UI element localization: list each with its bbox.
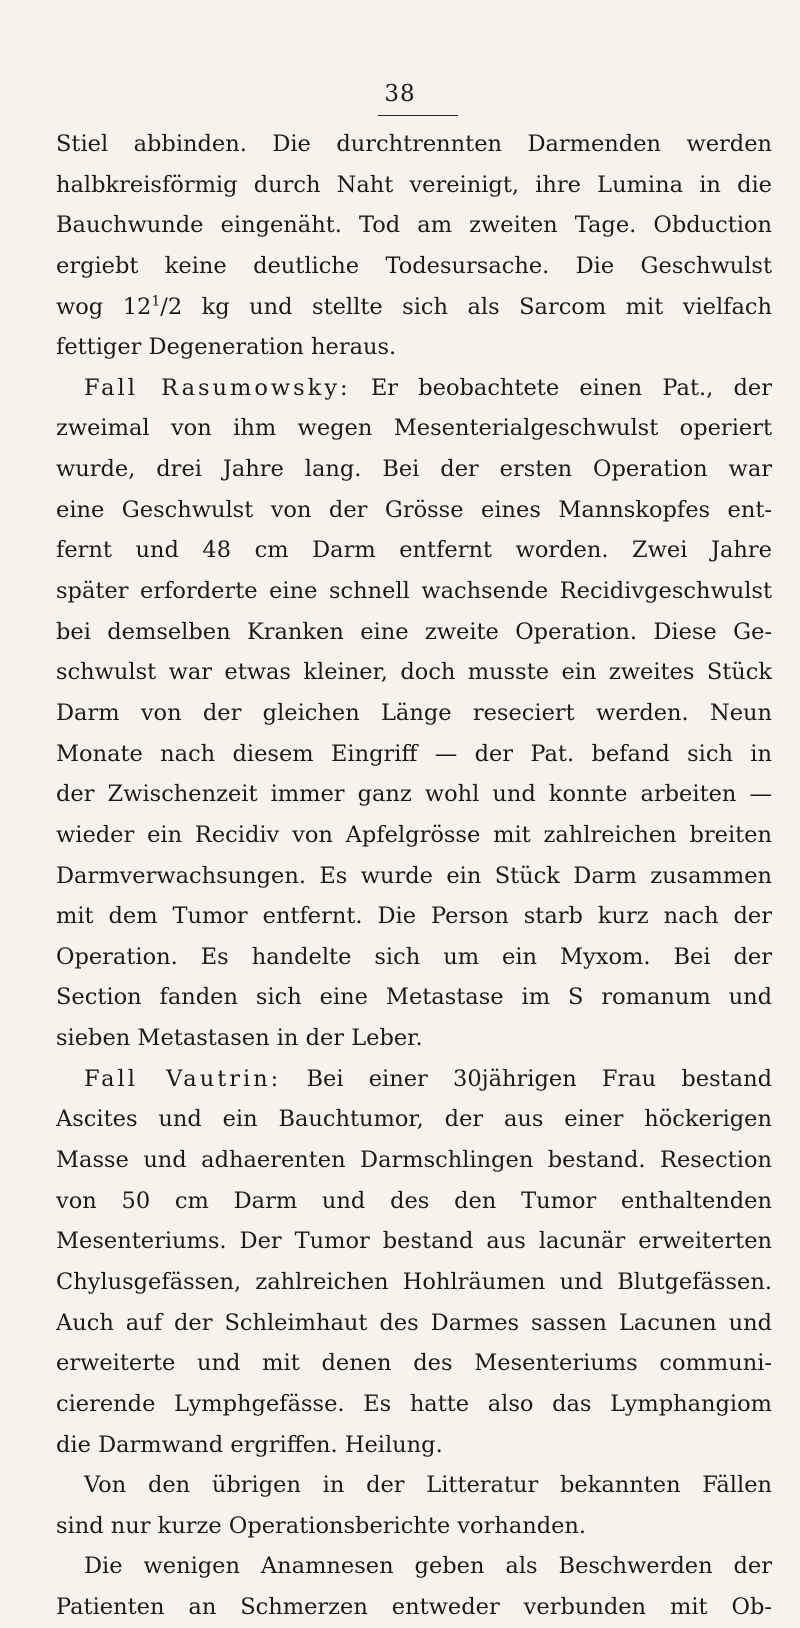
line-text: später erforderte eine schnell wachsende Recidivgeschwulst	[56, 578, 772, 605]
line-text: Mesenteriums. Der Tumor bestand aus lacunär erweiterten	[56, 1228, 772, 1255]
text-line	[56, 287, 772, 328]
line-text: Stiel abbinden. Die durchtrennten Darmenden werden	[56, 131, 772, 157]
line-text: Ascites und ein Bauchtumor, der aus einer höckerigen	[56, 1106, 772, 1133]
line-text: Er beobachtete einen Pat., der	[350, 374, 772, 401]
text-line	[56, 1587, 772, 1628]
text-line	[56, 937, 772, 978]
body-text	[56, 124, 772, 1628]
text-line	[56, 1343, 772, 1384]
text-line	[56, 1465, 772, 1506]
line-text: Chylusgefässen, zahlreichen Hohlräumen und Blutgefässen.	[56, 1268, 772, 1295]
text-line	[56, 246, 772, 287]
line-text: Bei einer 30jährigen Frau bestand	[281, 1065, 772, 1092]
text-line	[56, 1018, 772, 1059]
text-line	[56, 408, 772, 449]
line-text: sieben Metastasen in der Leber.	[56, 1025, 423, 1052]
case-heading: Fall Vautrin:	[84, 1065, 282, 1092]
text-line	[56, 856, 772, 897]
text-line	[56, 1099, 772, 1140]
text-line	[56, 652, 772, 693]
line-text: fettiger Degeneration heraus.	[56, 334, 397, 361]
fraction-numerator: 1	[151, 293, 161, 310]
text-line	[56, 1425, 772, 1466]
line-text: ergiebt keine deutliche Todesursache. Die Geschwulst	[56, 252, 772, 279]
text-line	[56, 327, 772, 368]
line-text: bei demselben Kranken eine zweite Operation. Diese Ge-	[56, 618, 772, 645]
text-line	[56, 124, 772, 165]
line-text: die Darmwand ergriffen. Heilung.	[56, 1431, 443, 1458]
line-text: zweimal von ihm wegen Mesenterialgeschwulst operiert	[56, 415, 772, 442]
page-number-rule	[378, 115, 458, 116]
line-text: /2 kg und stellte sich als Sarcom mit vielfach	[160, 293, 772, 320]
text-line	[56, 1506, 772, 1547]
text-line	[56, 1140, 772, 1181]
text-line	[56, 1546, 772, 1587]
line-text: mit dem Tumor entfernt. Die Person starb kurz nach der	[56, 903, 772, 930]
text-line	[56, 815, 772, 856]
text-line	[56, 165, 772, 206]
text-line	[56, 530, 772, 571]
text-line	[56, 896, 772, 937]
line-text: wieder ein Recidiv von Apfelgrösse mit zahlreichen breiten	[56, 821, 772, 848]
line-text: Von den übrigen in der Litteratur bekannten Fällen	[84, 1472, 772, 1499]
text-line	[56, 571, 772, 612]
line-text: eine Geschwulst von der Grösse eines Mannskopfes ent-	[56, 496, 772, 523]
line-text: Operation. Es handelte sich um ein Myxom. Bei der	[56, 943, 772, 970]
line-text: wog 12	[56, 293, 152, 320]
line-text: cierende Lymphgefässe. Es hatte also das Lymphangiom	[56, 1390, 772, 1417]
line-text: Section fanden sich eine Metastase im S romanum und	[56, 984, 772, 1011]
line-text: Darmverwachsungen. Es wurde ein Stück Darm zusammen	[56, 862, 772, 889]
line-text: Masse und adhaerenten Darmschlingen bestand. Resection	[56, 1147, 772, 1174]
line-text: Bauchwunde eingenäht. Tod am zweiten Tage. Obduction	[56, 212, 772, 239]
text-line	[56, 368, 772, 409]
text-line	[56, 1181, 772, 1222]
line-text: fernt und 48 cm Darm entfernt worden. Zwei Jahre	[56, 537, 772, 564]
text-line	[56, 1384, 772, 1425]
text-line	[56, 977, 772, 1018]
text-line	[56, 205, 772, 246]
text-line	[56, 490, 772, 531]
text-line	[56, 1059, 772, 1100]
line-text: erweiterte und mit denen des Mesenteriums communi-	[56, 1350, 772, 1377]
line-text: halbkreisförmig durch Naht vereinigt, ihre Lumina in die	[56, 171, 772, 198]
line-text: wurde, drei Jahre lang. Bei der ersten Operation war	[56, 456, 772, 483]
text-line	[56, 449, 772, 490]
line-text: Patienten an Schmerzen entweder verbunden mit Ob-	[56, 1594, 772, 1621]
line-text: Darm von der gleichen Länge reseciert werden. Neun	[56, 699, 772, 726]
line-text: Monate nach diesem Eingriff — der Pat. befand sich in	[56, 740, 772, 767]
text-line	[56, 774, 772, 815]
text-line	[56, 1221, 772, 1262]
case-heading: Fall Rasumowsky:	[84, 374, 351, 401]
page-number: 38	[384, 81, 416, 107]
line-text: von 50 cm Darm und des den Tumor enthaltenden	[56, 1187, 772, 1214]
text-line	[56, 1262, 772, 1303]
line-text: sind nur kurze Operationsberichte vorhanden.	[56, 1512, 587, 1539]
text-line	[56, 693, 772, 734]
text-line	[56, 734, 772, 775]
line-text: schwulst war etwas kleiner, doch musste ein zweites Stück	[56, 659, 772, 686]
text-line	[56, 1303, 772, 1344]
text-line	[56, 612, 772, 653]
line-text: Auch auf der Schleimhaut des Darmes sassen Lacunen und	[56, 1309, 772, 1336]
line-text: der Zwischenzeit immer ganz wohl und konnte arbeiten —	[56, 781, 772, 808]
line-text: Die wenigen Anamnesen geben als Beschwerden der	[84, 1553, 772, 1580]
